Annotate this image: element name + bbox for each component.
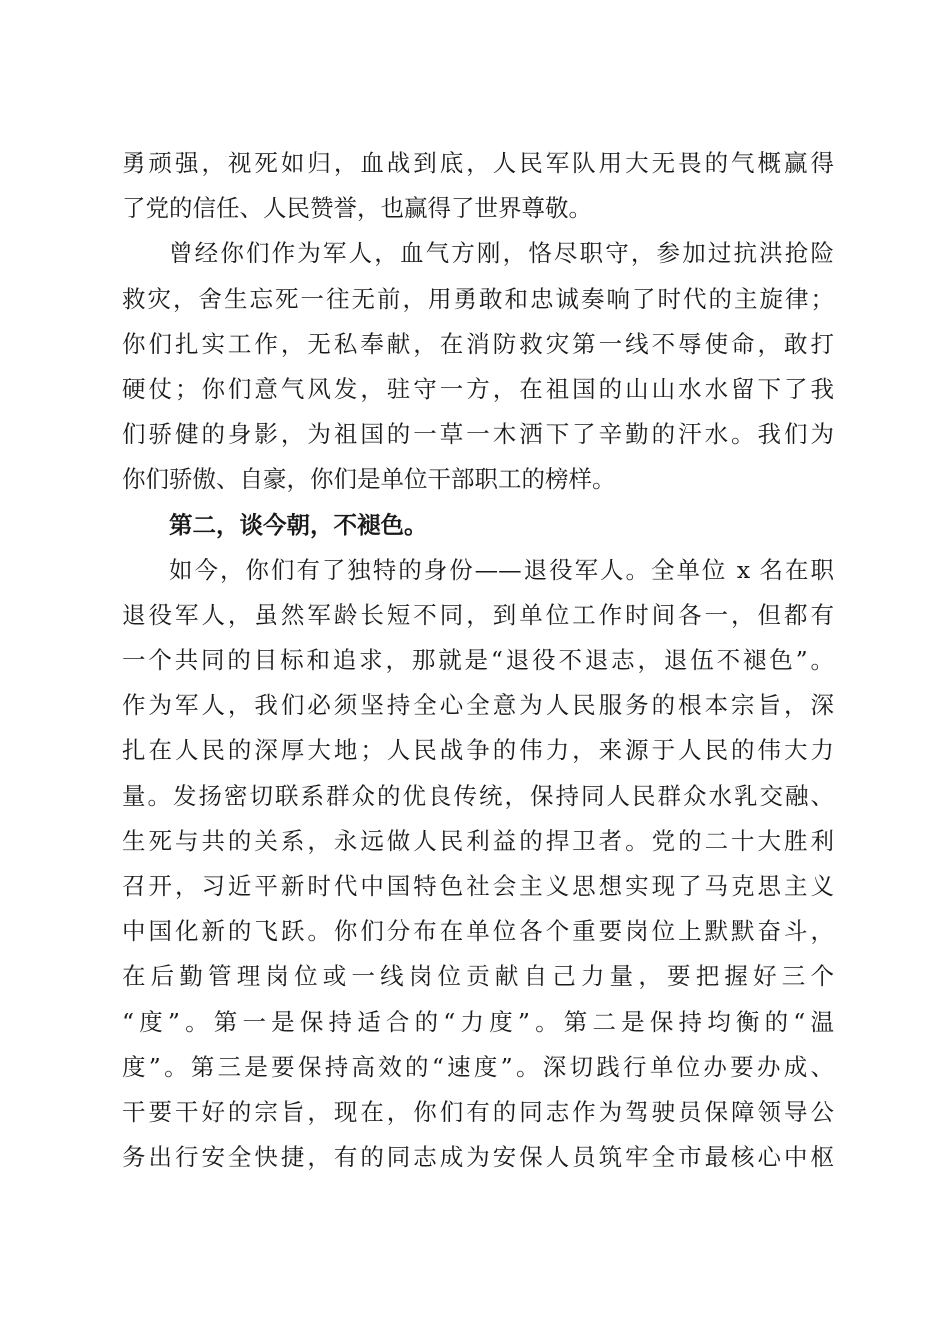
text-line: 救灾，舍生忘死一往无前，用勇敢和忠诚奏响了时代的主旋律； <box>122 284 834 313</box>
text-line: 扎在人民的深厚大地；人民战争的伟力，来源于人民的伟大力 <box>122 736 834 765</box>
text-line: 在后勤管理岗位或一线岗位贡献自己力量，要把握好三个 <box>122 962 834 991</box>
text-line: 你们扎实工作，无私奉献，在消防救灾第一线不辱使命，敢打 <box>122 329 834 358</box>
text-line: 召开，习近平新时代中国特色社会主义思想实现了马克思主义 <box>122 872 834 900</box>
body-text <box>122 141 834 1180</box>
text-line: 量。发扬密切联系群众的优良传统，保持同人民群众水乳交融、 <box>122 781 834 810</box>
text-line: 们骄健的身影，为祖国的一草一木洒下了辛勤的汗水。我们为 <box>122 420 834 449</box>
text-line: 退役军人，虽然军龄长短不同，到单位工作时间各一，但都有 <box>122 600 834 629</box>
text-line: 生死与共的关系，永远做人民利益的捍卫者。党的二十大胜利 <box>122 826 834 855</box>
text-line: 硬仗；你们意气风发，驻守一方，在祖国的山山水水留下了我 <box>122 374 834 403</box>
section-heading-line: 第二，谈今朝，不褪色。 <box>169 510 428 539</box>
text-line: 作为军人，我们必须坚持全心全意为人民服务的根本宗旨，深 <box>122 691 834 720</box>
text-line: 中国化新的飞跃。你们分布在单位各个重要岗位上默默奋斗， <box>122 917 834 946</box>
text-line: “度”。第一是保持适合的“力度”。第二是保持均衡的“温 <box>122 1007 834 1036</box>
text-line: 度”。第三是要保持高效的“速度”。深切践行单位办要办成、 <box>122 1052 834 1081</box>
text-line: 一个共同的目标和追求，那就是“退役不退志，退伍不褪色”。 <box>122 646 834 675</box>
text-line: 务出行安全快捷，有的同志成为安保人员筑牢全市最核心中枢 <box>122 1143 834 1172</box>
text-line: 如今，你们有了独特的身份——退役军人。全单位 x 名在职 <box>169 555 834 584</box>
text-line: 你们骄傲、自豪，你们是单位干部职工的榜样。 <box>122 465 616 494</box>
text-line: 勇顽强，视死如归，血战到底，人民军队用大无畏的气概赢得 <box>122 149 834 177</box>
text-line: 干要干好的宗旨，现在，你们有的同志作为驾驶员保障领导公 <box>122 1097 834 1126</box>
text-line: 了党的信任、人民赞誉，也赢得了世界尊敬。 <box>122 194 592 223</box>
text-line: 曾经你们作为军人，血气方刚，恪尽职守，参加过抗洪抢险 <box>169 239 834 268</box>
